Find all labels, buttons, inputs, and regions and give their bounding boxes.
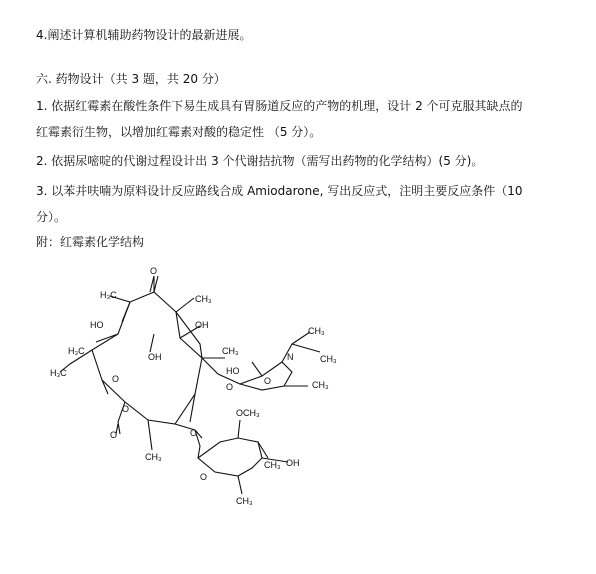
cladinose-ring — [195, 430, 262, 476]
h3c-ethyl-label: H₃C — [50, 368, 67, 378]
ch3-top-label: CH₃ — [195, 294, 212, 304]
question-4: 4.阐述计算机辅助药物设计的最新进展。 — [36, 28, 252, 42]
desosamine-ring — [202, 358, 292, 390]
question-6-1-line-1: 1. 依据红霉素在酸性条件下易生成具有胃肠道反应的产物的机理，设计 2 个可克服其缺点的 — [36, 99, 523, 113]
o-ketone-label: O — [150, 266, 158, 276]
oh-2-label: OH — [148, 352, 162, 362]
o-cladinose-glycosidic-label: O — [190, 428, 198, 438]
question-6-3-line-2: 分）。 — [36, 210, 67, 224]
ch3-n1-label: CH₃ — [308, 326, 325, 336]
ch3-bottom-label: CH₃ — [145, 452, 162, 462]
ch3-cladinose-bottom-label: CH₃ — [236, 496, 253, 506]
question-6-2: 2. 依据尿嘧啶的代谢过程设计出 3 个代谢拮抗物（需写出药物的化学结构）(5 分)。 — [36, 154, 484, 168]
ch3-n2-label: CH₃ — [320, 354, 337, 364]
o-sugar1-glycosidic-label: O — [226, 382, 234, 392]
o-ring-label: O — [112, 374, 120, 384]
appendix-label: 附：红霉素化学结构 — [36, 235, 145, 249]
h3c-top-label: H₃C — [100, 290, 117, 300]
section-6-heading: 六. 药物设计（共 3 题，共 20 分） — [36, 72, 226, 86]
oh-cladinose-label: OH — [286, 458, 300, 468]
erythromycin-structure — [30, 262, 390, 512]
ch3-mid-label: CH₃ — [222, 346, 239, 356]
oh-1-label: OH — [195, 320, 209, 330]
cladinose-substituents — [238, 420, 288, 494]
question-6-3-line-1: 3. 以苯并呋喃为原料设计反应路线合成 Amiodarone, 写出反应式，注明主要反应条件（10 — [36, 184, 523, 198]
o-lactone-label: O — [122, 404, 130, 414]
o-carbonyl-label: O — [110, 430, 118, 440]
h3c-mid-label: H₃C — [68, 346, 85, 356]
n-atom-label: N — [287, 352, 294, 362]
ho-sugar-label: HO — [226, 366, 240, 376]
ch3-cladinose-label: CH₃ — [264, 460, 281, 470]
ch3-sugar1-label: CH₃ — [312, 380, 329, 390]
o-cladinose-ring-label: O — [200, 472, 208, 482]
macrolide-ring — [92, 292, 202, 424]
och3-label: OCH₃ — [236, 408, 260, 418]
o-sugar1-ring-label: O — [264, 376, 272, 386]
ho-1-label: HO — [90, 320, 104, 330]
question-6-1-line-2: 红霉素衍生物，以增加红霉素对酸的稳定性 （5 分）。 — [36, 125, 322, 139]
desosamine-substituents — [252, 332, 320, 386]
